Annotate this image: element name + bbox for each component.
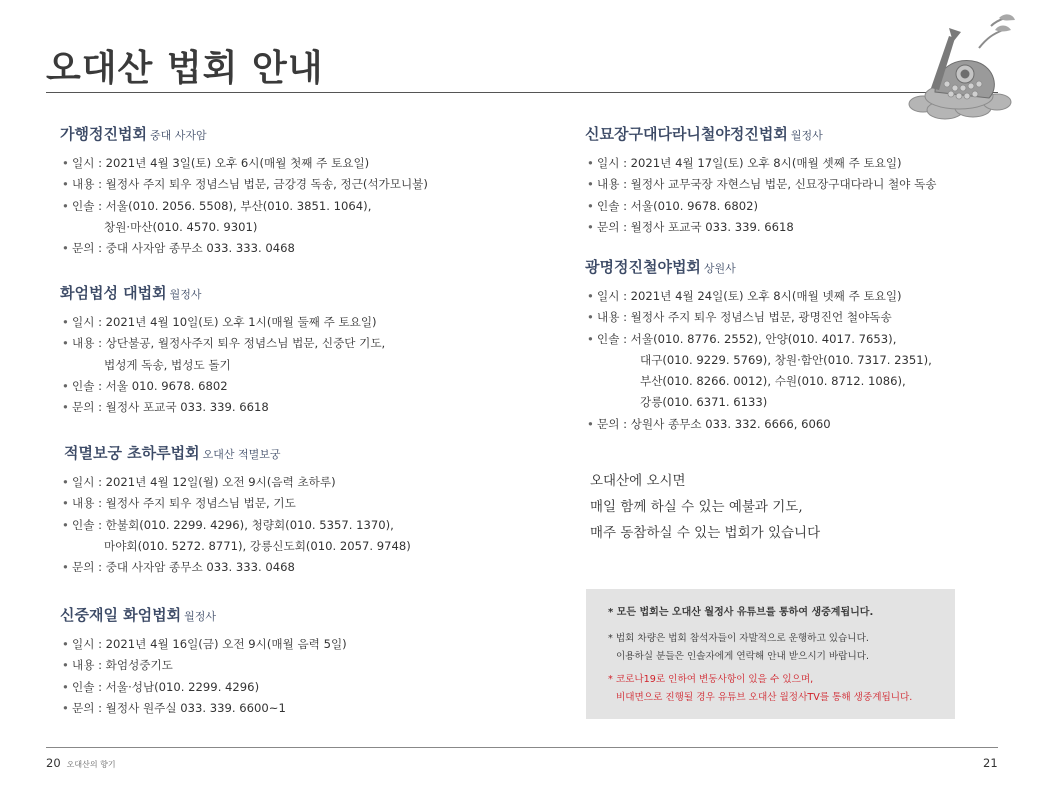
title-divider <box>46 92 998 93</box>
info-line-content: • 내용 : 화엄성중기도 <box>60 655 347 676</box>
info-line-guide: • 인솔 : 서울·성남(010. 2299. 4296) <box>60 677 347 698</box>
section-location: 월정사 <box>790 129 823 142</box>
info-line-guide-cont: 부산(010. 8266. 0012), 수원(010. 8712. 1086), <box>640 374 906 389</box>
info-line-guide-cont: 강릉(010. 6371. 6133) <box>640 395 768 410</box>
info-line-guide: • 인솔 : 서울 010. 9678. 6802 <box>60 376 385 397</box>
notice-vehicle: * 법회 차량은 법회 참석자들이 자발적으로 운행하고 있습니다. <box>608 633 869 644</box>
section-location: 중대 사자암 <box>149 129 207 142</box>
info-line-contact: • 문의 : 중대 사자암 종무소 033. 333. 0468 <box>60 557 411 578</box>
info-line-guide-cont: 창원·마산(010. 4570. 9301) <box>104 219 258 234</box>
notice-box <box>586 589 955 719</box>
section-gahaeng-jeongjin <box>60 123 428 259</box>
info-line-contact: • 문의 : 상원사 종무소 033. 332. 6666, 6060 <box>585 414 932 435</box>
section-title: 신묘장구대다라니철야정진법회 <box>585 125 788 143</box>
info-line-date: • 일시 : 2021년 4월 12일(월) 오전 9시(음력 초하루) <box>60 472 411 493</box>
invitation-line: 오대산에 오시면 <box>590 473 686 489</box>
notice-youtube-stream: * 모든 법회는 오대산 월정사 유튜브를 통하여 생중계됩니다. <box>608 607 874 618</box>
info-line-content: • 내용 : 월정사 교무국장 자현스님 법문, 신묘장구대다라니 철야 독송 <box>585 174 936 195</box>
section-sinjung-jaeil <box>60 604 347 719</box>
section-location: 월정사 <box>184 610 217 623</box>
info-line-contact: • 문의 : 중대 사자암 종무소 033. 333. 0468 <box>60 238 428 259</box>
info-line-guide-cont: 대구(010. 9229. 5769), 창원·함안(010. 7317. 2351), <box>640 352 932 367</box>
page-title: 오대산 법회 안내 <box>46 47 324 89</box>
info-line-guide: • 인솔 : 서울(010. 2056. 5508), 부산(010. 3851. 1064), <box>60 196 428 217</box>
info-line-guide: • 인솔 : 서울(010. 9678. 6802) <box>585 196 936 217</box>
section-title: 화엄법성 대법회 <box>60 284 167 302</box>
section-location: 오대산 적멸보궁 <box>202 448 281 461</box>
info-line-contact: • 문의 : 월정사 포교국 033. 339. 6618 <box>60 397 385 418</box>
notice-covid-cont: 비대면으로 진행될 경우 유튜브 오대산 월정사TV를 통해 생중계됩니다. <box>616 692 913 703</box>
section-heading <box>60 123 428 144</box>
section-location: 상원사 <box>703 262 736 275</box>
invitation-text <box>590 468 820 546</box>
info-line-content: • 내용 : 월정사 주지 퇴우 정념스님 법문, 광명진언 철야독송 <box>585 307 932 328</box>
section-title: 가행정진법회 <box>60 125 147 143</box>
page-number-left: 20 <box>46 756 61 770</box>
section-heading <box>585 123 936 144</box>
magazine-name: 오대산의 향기 <box>66 760 116 769</box>
footer-divider <box>46 747 998 748</box>
section-location: 월정사 <box>169 288 202 301</box>
info-line-date: • 일시 : 2021년 4월 3일(토) 오후 6시(매월 첫째 주 토요일) <box>60 153 428 174</box>
section-heading <box>585 256 932 277</box>
section-sinmyo-janggu <box>585 123 936 238</box>
section-title: 신중재일 화엄법회 <box>60 606 182 624</box>
info-line-guide: • 인솔 : 서울(010. 8776. 2552), 안양(010. 4017. 7653), <box>585 329 932 350</box>
info-line-guide-cont: 마야회(010. 5272. 8771), 강릉신도회(010. 2057. 9748) <box>104 538 411 553</box>
info-line-date: • 일시 : 2021년 4월 17일(토) 오후 8시(매월 셋째 주 토요일) <box>585 153 936 174</box>
page-number-right: 21 <box>983 756 998 770</box>
info-line-contact: • 문의 : 월정사 포교국 033. 339. 6618 <box>585 217 936 238</box>
info-line-content: • 내용 : 월정사 주지 퇴우 정념스님 법문, 기도 <box>60 493 411 514</box>
ink-emblem-illustration <box>895 8 1020 126</box>
info-line-date: • 일시 : 2021년 4월 16일(금) 오전 9시(매월 음력 5일) <box>60 634 347 655</box>
section-title: 광명정진철야법회 <box>585 258 701 276</box>
section-jeongmyeol-bogung <box>60 442 411 578</box>
section-heading <box>60 604 347 625</box>
invitation-line: 매주 동참하실 수 있는 법회가 있습니다 <box>590 525 821 541</box>
info-line-content-cont: 법성게 독송, 법성도 돌기 <box>104 357 231 372</box>
notice-vehicle-cont: 이용하실 분들은 인솔자에게 연락해 안내 받으시기 바랍니다. <box>616 651 870 662</box>
section-gwangmyeong-jeongjin <box>585 256 932 435</box>
info-line-date: • 일시 : 2021년 4월 10일(토) 오후 1시(매월 둘째 주 토요일) <box>60 312 385 333</box>
section-hwaeom-beopseong <box>60 282 385 418</box>
section-title: 적멸보궁 초하루법회 <box>64 444 200 462</box>
invitation-line: 매일 함께 하실 수 있는 예불과 기도, <box>590 499 803 515</box>
info-line-date: • 일시 : 2021년 4월 24일(토) 오후 8시(매월 넷째 주 토요일) <box>585 286 932 307</box>
info-line-content: • 내용 : 월정사 주지 퇴우 정념스님 법문, 금강경 독송, 정근(석가모니불) <box>60 174 428 195</box>
section-heading <box>60 282 385 303</box>
section-heading <box>64 442 411 463</box>
info-line-guide: • 인솔 : 한불회(010. 2299. 4296), 청량회(010. 5357. 1370), <box>60 515 411 536</box>
info-line-content: • 내용 : 상단불공, 월정사주지 퇴우 정념스님 법문, 신중단 기도, <box>60 333 385 354</box>
notice-covid: * 코로나19로 인하여 변동사항이 있을 수 있으며, <box>608 674 814 685</box>
footer-left <box>46 756 116 770</box>
info-line-contact: • 문의 : 월정사 원주실 033. 339. 6600~1 <box>60 698 347 719</box>
